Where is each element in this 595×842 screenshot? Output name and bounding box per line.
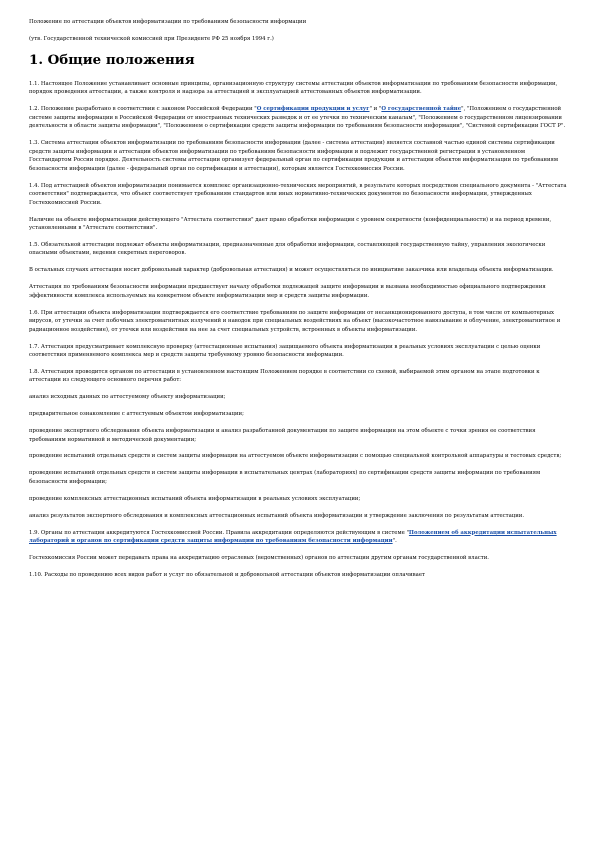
paragraph-1-9-text-after: ".: [392, 538, 397, 545]
paragraph-1-9: [29, 529, 568, 546]
link-accreditation-regulation[interactable]: Положением об аккредитации испытательных лабораторий и органов по сертификации средств защиты информации по требованиям безопасности информации: [29, 529, 557, 545]
paragraph-1-2: [29, 105, 568, 131]
paragraph-1-4: 1.4. Под аттестацией объектов информатизации понимается комплекс организационно-технических мероприятий, в результате которых посредством специального документа - "Аттестата соответствия" подтверждается, что объект соответствует требованиям стандартов или иных нормативно-технических документов по безопасности информации, утвержденных Гостехкомиссией России.: [29, 182, 567, 206]
paragraph-1-9-text-before: 1.9. Органы по аттестации аккредитуются Гостехкомиссией России. Правила аккредитации определяются действующим в системе ": [29, 529, 409, 536]
paragraph-1-5: 1.5. Обязательной аттестации подлежат объекты информатизации, предназначенные для обработки информации, составляющей государственную тайну, управления экологически опасными объектами, ведения секретных переговоров.: [29, 241, 546, 257]
paragraph-voluntary-attestation: В остальных случаях аттестация носит добровольный характер (добровольная аттестация) и может осуществляться по инициативе заказчика или владельца объекта информатизации.: [29, 267, 554, 274]
paragraph-1-1: 1.1. Настоящее Положение устанавливает основные принципы, организационную структуру системы аттестации объектов информатизации по требованиям безопасности информации, порядок проведения аттестации, а также контроля и надзора за аттестацией и эксплуатацией аттестованных объектов информатизации.: [29, 80, 558, 96]
work-item-4: проведение испытаний отдельных средств и систем защиты информации на аттестуемом объекте информатизации с помощью специальной контрольной аппаратуры и тестовых средств;: [29, 453, 562, 460]
paragraph-certificate-presence: Наличие на объекте информатизации действующего "Аттестата соответствия" дает право обработки информации с уровнем секретности (конфиденциальности) и на период времени, установленными в "Аттестате соответствия".: [29, 216, 552, 232]
work-item-6: проведение комплексных аттестационных испытаний объекта информатизации в реальных условиях эксплуатации;: [29, 495, 361, 502]
document-title: Положение по аттестации объектов информатизации по требованиям безопасности информации: [29, 19, 307, 25]
section-heading: 1. Общие положения: [29, 51, 195, 68]
work-item-3: проведение экспертного обследования объекта информатизации и анализ разработанной документации по защите информации на этом объекте с точки зрения ее соответствия требованиям нормативной и методической документации;: [29, 428, 536, 443]
paragraph-1-7: 1.7. Аттестация предусматривает комплексную проверку (аттестационные испытания) защищаемого объекта информатизации в реальных условиях эксплуатации с целью оценки соответствия применяемого комплекса мер и средств защиты требуемому уровню безопасности информации.: [29, 343, 541, 358]
paragraph-1-2-text-before: 1.2. Положение разработано в соответствии с законом Российской Федерации ": [29, 106, 257, 113]
work-item-1: анализ исходных данных по аттестуемому объекту информатизации;: [29, 394, 226, 401]
document-page: [29, 18, 568, 588]
approval-note: (утв. Государственной технической комиссией при Президенте РФ 25 ноября 1994 г.): [29, 35, 274, 42]
work-item-2: предварительное ознакомление с аттестуемым объектом информатизации;: [29, 411, 244, 418]
paragraph-1-3: 1.3. Система аттестации объектов информатизации по требованиям безопасности информации (далее - система аттестации) является составной частью единой системы сертификации средств защиты информации и аттестации объектов информатизации по требованиям безопасности информации и подлежит государственной регистрации в установленном Госстандартом России порядке. Деятельность системы аттестации организует федеральный орган по сертификации продукции и аттестации объектов информатизации по требованиям безопасности информации (далее - федеральный орган по сертификации и аттестации), которым является Гостехкомиссия России.: [29, 140, 559, 172]
link-state-secret-law[interactable]: О государственной тайне: [381, 106, 462, 113]
paragraph-1-8: 1.8. Аттестация проводится органом по аттестации в установленном настоящим Положением порядке в соответствии со схемой, выбираемой этим органом на этапе подготовки к аттестации из следующего основного перечня работ:: [29, 368, 540, 384]
paragraph-gtk-rights: Гостехкомиссия России может передавать права на аккредитацию отраслевых (ведомственных) органов по аттестации другим органам государственной власти.: [29, 554, 489, 561]
paragraph-1-6: 1.6. При аттестации объекта информатизации подтверждается его соответствие требованиям по защите информации от несанкционированного доступа, в том числе от компьютерных вирусов, от утечки за счет побочных электромагнитных излучений и наводок при специальных воздействиях на объект (высокочастотное навязывание и облучение, электромагнитное и радиационное воздействие), от утечки или воздействия на нее за счет специальных устройств, встроенных в объекты информатизации.: [29, 309, 561, 333]
paragraph-1-10: 1.10. Расходы по проведению всех видов работ и услуг по обязательной и добровольной аттестации объектов информатизации оплачивает: [29, 571, 425, 578]
link-certification-law[interactable]: О сертификации продукции и услуг: [256, 106, 370, 113]
work-item-7: анализ результатов экспертного обследования и комплексных аттестационных испытаний объекта информатизации и утверждение заключения по результатам аттестации.: [29, 512, 525, 519]
paragraph-1-2-text-after: ", "Положением о государственной системе защиты информации в Российской Федерации от иностранных технических разведок и от ее утечки по техническим каналам", "Положением о государственном лицензировании деятельности в области защиты информации", "Положением о сертификации средств защиты информации по требованиям безопасности информации", "Системой сертификации ГОСТ Р".: [29, 106, 566, 130]
work-item-5: проведение испытаний отдельных средств и систем защиты информации в испытательных центрах (лабораториях) по сертификации средств защиты информации по требованиям безопасности информации;: [29, 470, 541, 485]
paragraph-attestation-purpose: Аттестация по требованиям безопасности информации предшествует началу обработки подлежащей защите информации и вызвана необходимостью официального подтверждения эффективности комплекса используемых на конкретном объекте информатизации мер и средств защиты информации.: [29, 284, 546, 299]
paragraph-1-2-text-mid: " и ": [369, 106, 382, 113]
